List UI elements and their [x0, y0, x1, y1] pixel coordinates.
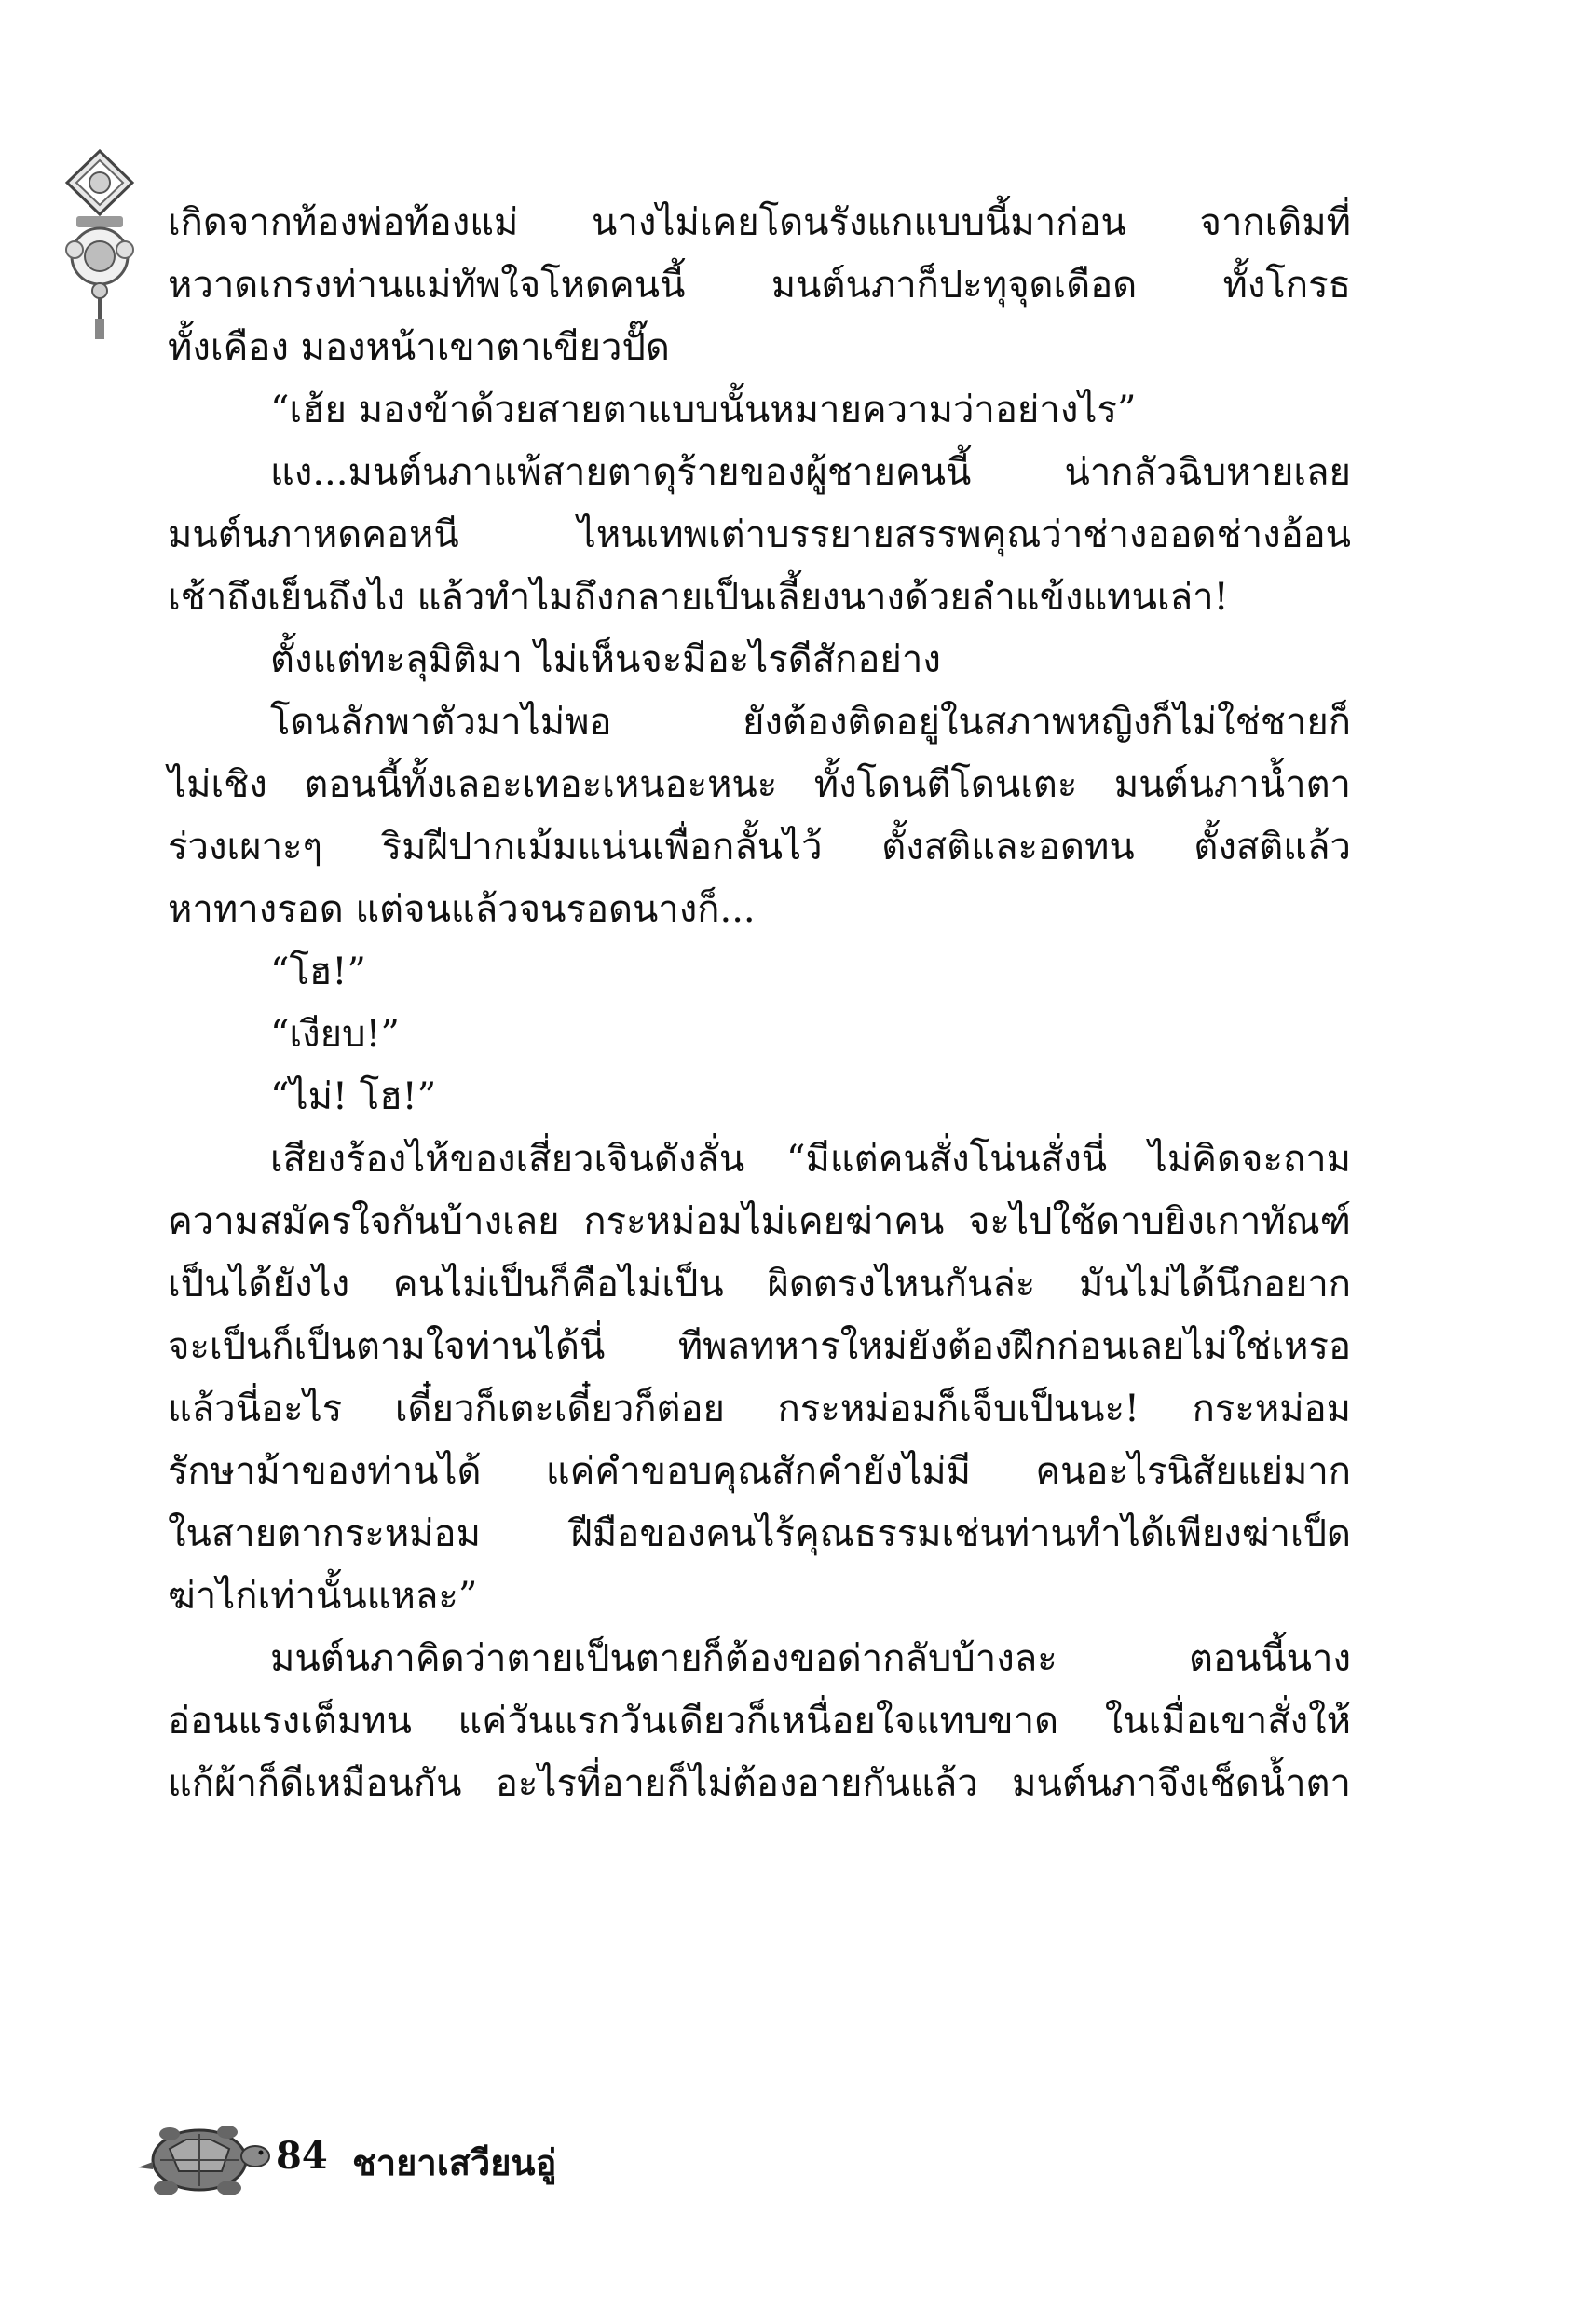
page-footer: [132, 2106, 784, 2208]
text-line: เป็นได้ยังไง คนไม่เป็นก็คือไม่เป็น ผิดตรงไหนกันล่ะ มันไม่ได้นึกอยาก: [168, 1263, 1351, 1306]
text-line: ตั้งแต่ทะลุมิติมา ไม่เห็นจะมีอะไรดีสักอย่าง: [270, 638, 941, 681]
text-line: รักษาม้าของท่านได้ แค่คำขอบคุณสักคำยังไม่มี คนอะไรนิสัยแย่มาก: [168, 1450, 1351, 1493]
text-line: “ไม่! โฮ!”: [270, 1075, 437, 1118]
text-line: ทั้งเคือง มองหน้าเขาตาเขียวปั๊ด: [168, 326, 670, 369]
text-line: ร่วงเผาะๆ ริมฝีปากเม้มแน่นเพื่อกลั้นไว้ ตั้งสติและอดทน ตั้งสติแล้ว: [168, 826, 1351, 868]
text-line: “เงียบ!”: [270, 1013, 401, 1056]
text-line: โดนลักพาตัวมาไม่พอ ยังต้องติดอยู่ในสภาพหญิงก็ไม่ใช่ชายก็: [270, 701, 1351, 744]
text-line: มนต์นภาหดคอหนี ไหนเทพเต่าบรรยายสรรพคุณว่าช่างออดช่างอ้อน: [168, 513, 1351, 556]
text-line: หาทางรอด แต่จนแล้วจนรอดนางก็...: [168, 888, 756, 931]
text-line: เกิดจากท้องพ่อท้องแม่ นางไม่เคยโดนรังแกแบบนี้มาก่อน จากเดิมที่: [168, 201, 1351, 244]
text-line: แก้ผ้าก็ดีเหมือนกัน อะไรที่อายก็ไม่ต้องอายกันแล้ว มนต์นภาจึงเช็ดน้ำตา: [168, 1762, 1351, 1805]
text-line: ความสมัครใจกันบ้างเลย กระหม่อมไม่เคยฆ่าคน จะไปใช้ดาบยิงเกาทัณฑ์: [168, 1200, 1351, 1243]
text-line: จะเป็นก็เป็นตามใจท่านได้นี่ ทีพลทหารใหม่ยังต้องฝึกก่อนเลยไม่ใช่เหรอ: [168, 1325, 1351, 1368]
text-line: เสียงร้องไห้ของเสี่ยวเจินดังลั่น “มีแต่คนสั่งโน่นสั่งนี่ ไม่คิดจะถาม: [270, 1138, 1351, 1181]
text-line: อ่อนแรงเต็มทน แค่วันแรกวันเดียวก็เหนื่อยใจแทบขาด ในเมื่อเขาสั่งให้: [168, 1700, 1351, 1743]
text-line: “เฮ้ย มองข้าด้วยสายตาแบบนั้นหมายความว่าอย่างไร”: [270, 389, 1137, 431]
text-line: ไม่เชิง ตอนนี้ทั้งเลอะเทอะเหนอะหนะ ทั้งโดนตีโดนเตะ มนต์นภาน้ำตา: [168, 763, 1351, 806]
turtle-icon: [132, 2106, 272, 2208]
text-line: แล้วนี่อะไร เดี๋ยวก็เตะเดี๋ยวก็ต่อย กระหม่อมก็เจ็บเป็นนะ! กระหม่อม: [168, 1388, 1351, 1430]
text-line: ฆ่าไก่เท่านั้นแหละ”: [168, 1575, 478, 1618]
body-text: [168, 192, 1351, 1815]
text-line: มนต์นภาคิดว่าตายเป็นตายก็ต้องขอด่ากลับบ้างละ ตอนนี้นาง: [270, 1637, 1351, 1680]
text-line: ในสายตากระหม่อม ฝีมือของคนไร้คุณธรรมเช่นท่านทำได้เพียงฆ่าเป็ด: [168, 1512, 1351, 1555]
text-line: แง...มนต์นภาแพ้สายตาดุร้ายของผู้ชายคนนี้ น่ากลัวฉิบหายเลย: [270, 451, 1351, 494]
text-line: เช้าถึงเย็นถึงไง แล้วทำไมถึงกลายเป็นเลี้ยงนางด้วยลำแข้งแทนเล่า!: [168, 576, 1229, 619]
text-line: หวาดเกรงท่านแม่ทัพใจโหดคนนี้ มนต์นภาก็ปะทุจุดเดือด ทั้งโกรธ: [168, 264, 1351, 307]
running-title: ชายาเสวียนอู่: [352, 2142, 557, 2183]
page-number: 84: [276, 2134, 328, 2178]
text-line: “โฮ!”: [270, 950, 366, 993]
ornament-icon: [58, 149, 142, 345]
